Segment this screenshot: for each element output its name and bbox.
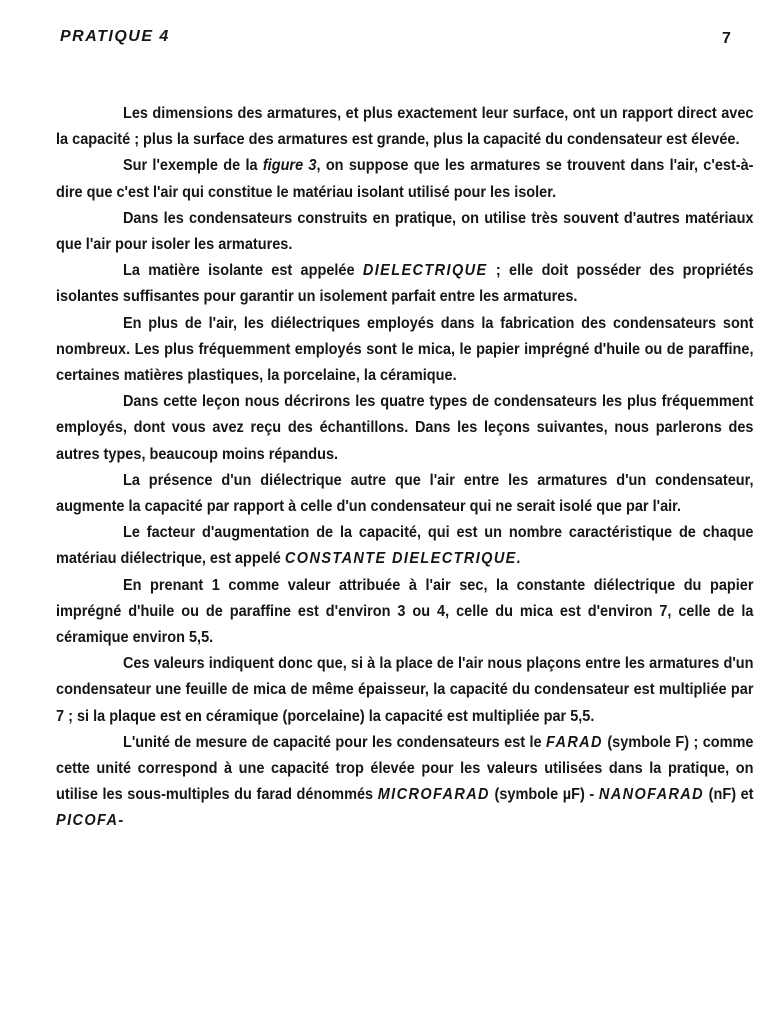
paragraph-text: Le facteur d'augmentation de la capacité, qui est un nombre caractéristique de chaque matériau diélectrique, est appelé [56,524,754,568]
paragraph-text: Ces valeurs indiquent donc que, si à la place de l'air nous plaçons entre les armatures d'un condensateur une feuille de mica de même épaisseur, la capacité du condensateur est multipliée par 7 ; si la plaque est en céramique (porcelaine) la capacité est multipliée par 5,5. [56,655,754,725]
body-text [56,101,754,835]
paragraph-text: Dans cette leçon nous décrirons les quatre types de condensateurs les plus fréquemment employés, dont vous avez reçu des échantillons. Dans les leçons suivantes, nous parlerons des autres types, beaucoup moins répandus. [56,393,754,463]
paragraph-2 [56,153,754,205]
paragraph-6 [56,389,754,468]
paragraph-8 [56,520,754,572]
paragraph-10 [56,651,754,730]
paragraph-3 [56,206,754,258]
paragraph-text: La matière isolante est appelée [122,262,363,280]
paragraph-5 [56,311,754,390]
paragraph-text: La présence d'un diélectrique autre que l'air entre les armatures d'un condensateur, augmente la capacité par rapport à celle d'un condensateur qui ne serait isolé que par l'air. [56,471,754,516]
term-farad: FARAD [545,733,603,751]
paragraph-text: , on suppose que les armatures se trouvent dans l'air, c'est-à-dire que c'est l'air qui constitue le matériau isolant utilisé pour les isoler. [56,157,754,201]
term-picofarad: PICOFA- [56,812,125,830]
paragraph-4 [56,258,754,310]
paragraph-text: En plus de l'air, les diélectriques employés dans la fabrication des condensateurs sont nombreux. Les plus fréquemment employés sont le mica, le papier imprégné d'huile ou de paraffine, certaines matières plastiques, la porcelaine, la céramique. [56,314,754,385]
paragraph-text: Sur l'exemple de la [122,157,263,175]
paragraph-9 [56,573,754,652]
paragraph-text: Dans les condensateurs construits en pratique, on utilise très souvent d'autres matériaux que l'air pour isoler les armatures. [56,209,754,254]
term-dielectrique: DIELECTRIQUE [362,262,488,280]
term-constante-dielectrique: CONSTANTE DIELECTRIQUE. [284,550,523,568]
paragraph-text: L'unité de mesure de capacité pour les condensateurs est le [122,733,546,751]
running-title: PRATIQUE 4 [60,28,170,45]
paragraph-text: Les dimensions des armatures, et plus exactement leur surface, ont un rapport direct avec la capacité ; plus la surface des armatures est grande, plus la capacité du condensateur est élevée. [56,105,754,149]
paragraph-text: (nF) et [704,786,754,804]
page-number: 7 [722,30,731,47]
paragraph-text: (symbole µF) - [489,786,599,804]
paragraph-text: En prenant 1 comme valeur attribuée à l'air sec, la constante diélectrique du papier imprégné d'huile ou de paraffine est d'environ 3 ou 4, celle du mica est d'environ 7, celle de la céramique environ 5,5. [56,576,754,647]
paragraph-text: (symbole F) ; comme cette unité correspond à une capacité trop élevée pour les valeurs utilisées dans la pratique, on utilise les sous-multiples du farad dénommés [56,733,754,804]
paragraph-7 [56,468,754,520]
figure-reference: figure 3 [262,157,317,175]
paragraph-text: ; elle doit posséder des propriétés isolantes suffisantes pour garantir un isolement parfait entre les armatures. [56,262,754,306]
paragraph-11 [56,730,754,835]
term-microfarad: MICROFARAD [377,786,490,804]
term-nanofarad: NANOFARAD [598,786,705,804]
paragraph-1 [56,101,754,153]
